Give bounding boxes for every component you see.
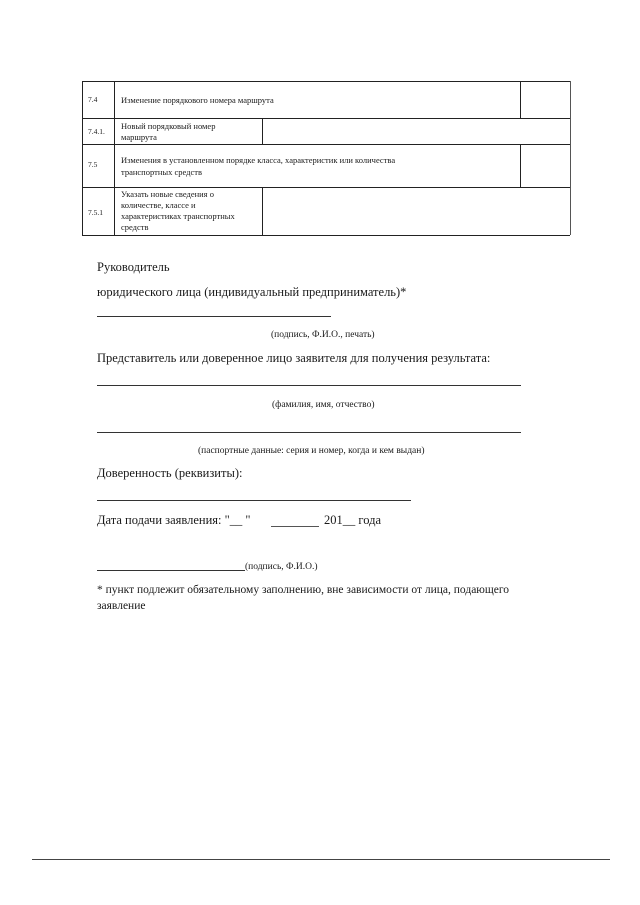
- passport-data-line[interactable]: [97, 432, 521, 433]
- date-label: Дата подачи заявления: "__ ": [97, 513, 251, 527]
- page-bottom-rule: [32, 859, 610, 860]
- row-text-line: Указать новые сведения о: [121, 189, 214, 199]
- passport-caption: (паспортные данные: серия и номер, когда и кем выдан): [198, 446, 425, 456]
- date-year: 201__ года: [324, 513, 381, 527]
- row-number: 7.5: [88, 160, 98, 169]
- signature-line[interactable]: [97, 316, 331, 317]
- fio-caption: (фамилия, имя, отчество): [272, 400, 375, 410]
- row-text-line: средств: [121, 222, 149, 232]
- representative-name-line[interactable]: [97, 385, 521, 386]
- applicant-signature-line[interactable]: [97, 570, 245, 571]
- value-field[interactable]: [263, 188, 569, 234]
- row-text-line: характеристиках транспортных: [121, 211, 235, 221]
- row-number: 7.4.1.: [88, 127, 105, 136]
- row-text: Изменение порядкового номера маршрута: [121, 95, 274, 105]
- footnote-continued: заявление: [97, 600, 146, 612]
- row-text-line: Изменения в установленном порядке класса, характеристик или количества: [121, 155, 396, 165]
- power-of-attorney-label: Доверенность (реквизиты):: [97, 466, 243, 480]
- row-text-line: маршрута: [121, 132, 157, 142]
- row-number: 7.4: [88, 95, 98, 104]
- row-text-line: количестве, классе и: [121, 200, 196, 210]
- date-month-field[interactable]: [271, 526, 319, 527]
- row-text-line: Новый порядковый номер: [121, 121, 216, 131]
- row-number: 7.5.1: [88, 208, 103, 217]
- head-label-continued: юридического лица (индивидуальный предприниматель)*: [97, 285, 407, 299]
- value-field[interactable]: [263, 119, 569, 143]
- signature-caption: (подпись, Ф.И.О., печать): [271, 330, 375, 340]
- footnote: * пункт подлежит обязательному заполнению, вне зависимости от лица, подающего: [97, 584, 510, 596]
- power-of-attorney-line[interactable]: [97, 500, 411, 501]
- row-text-line: транспортных средств: [121, 167, 202, 177]
- route-changes-table: [82, 81, 570, 235]
- head-label: Руководитель: [97, 260, 170, 274]
- representative-label: Представитель или доверенное лицо заявителя для получения результата:: [97, 351, 491, 365]
- signature-caption-short: (подпись, Ф.И.О.): [245, 562, 318, 572]
